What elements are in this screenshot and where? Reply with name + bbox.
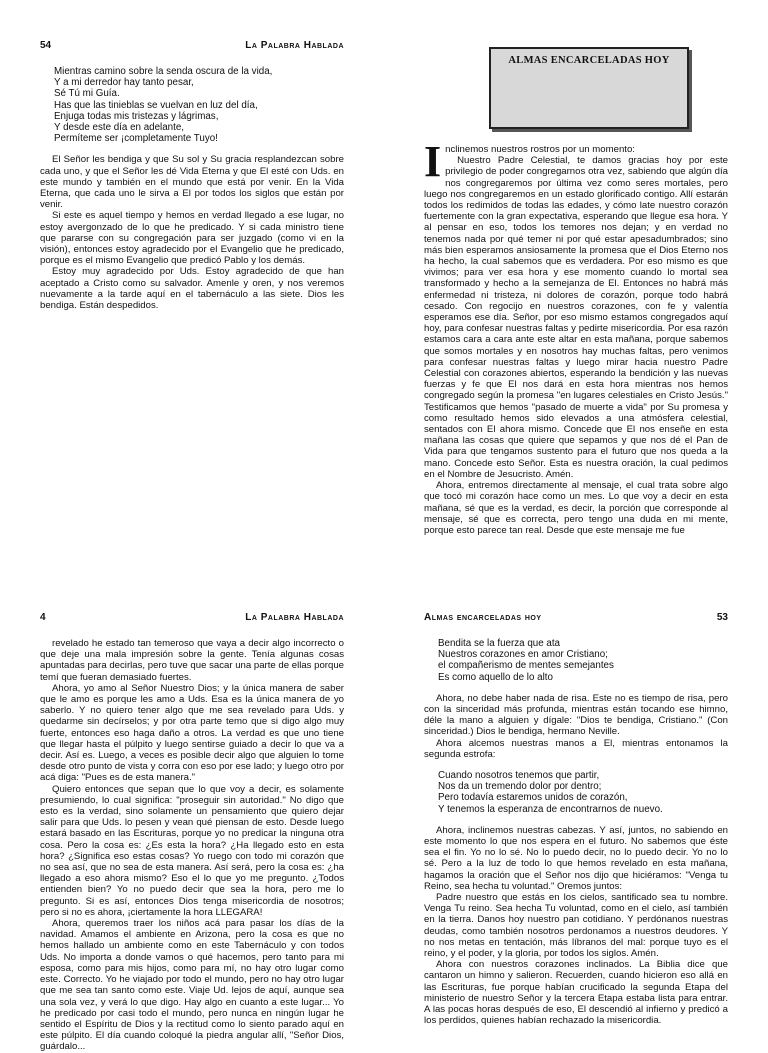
poem-line: Pero todavía estaremos unidos de corazón,: [438, 792, 628, 804]
page-4: [40, 612, 345, 1053]
poem-line: Es como aquello de lo alto: [438, 671, 553, 683]
chapter-title: ALMAS ENCARCELADAS HOY: [508, 55, 670, 66]
paragraph: Ahora, entremos directamente al mensaje, el cual trata sobre algo que tocó mi corazón hace como un mes. Lo que voy a decir en esta mañana, sé que es la verdad, es decir, la porción que corresponde al mensaje, sé que es correcta, pero tengo una duda en mi mente, porque esto parece tan real. Desde que este mensaje me fue: [424, 480, 728, 536]
first-line: nclinemos nuestros rostros por un momento:: [445, 144, 635, 155]
poem-line: Permíteme ser ¡completamente Tuyo!: [54, 133, 218, 145]
paragraph: Ahora, queremos traer los niños acá para pasar los días de la navidad. Amamos el ambiente en Arizona, pero la cosa es que no hemos hallado un ambiente como en este Tabernáculo y con todos Uds. No importa a donde vamos o qué hacemos, pero tanto para mi esposa, como para mis hijos, como para mí, no hay otro lugar como este. Correcto. Yo he viajado por todo el mundo, pero no hay otro lugar que me sea tan santo como este. Viaje Ud. lejos de aquí, aunque sea una sola vez, y verá lo que digo. Hay algo en cuanto a este lugar... Yo he predicado por casi todo el mundo, pero nunca en ningún lugar he sentido el Espíritu de Dios y la rectitud como lo siento parado aquí en este púlpito. El día cuando coloqué la piedra angular allí, "Señor Dios, guárdalo...: [40, 918, 344, 1053]
running-head: Almas encarceladas hoy: [424, 612, 542, 623]
poem-line: Sé Tú mi Guía.: [54, 88, 120, 100]
paragraph: revelado he estado tan temeroso que vaya a decir algo incorrecto o que deje una mala impresión sobre la gente. Tenía algunas cosas apuntadas para decirlas, pero tuve que sacar una parte de ellas porque temí que fueran demasiado fuertes.: [40, 638, 345, 683]
paragraphs: [40, 638, 344, 1053]
poem-line: Nuestros corazones en amor Cristiano;: [438, 649, 608, 661]
page-chapter-start: [424, 137, 728, 600]
opening-line: [424, 137, 728, 186]
page-header: [40, 612, 344, 628]
poem-line: Y tenemos la esperanza de encontrarnos de nuevo.: [438, 803, 663, 815]
page-number: 4: [40, 612, 46, 623]
page-body: [40, 638, 344, 1053]
poem-line: Mientras camino sobre la senda oscura de la vida,: [54, 66, 273, 77]
drop-cap: I: [424, 137, 442, 186]
page-body: [424, 638, 728, 1027]
poem-line: Nos da un tremendo dolor por dentro;: [438, 781, 602, 793]
paragraph: Estoy muy agradecido por Uds. Estoy agradecido de que han aceptado a Cristo como su salvador. Amenle y oren, y nos veremos nuevamente a la tarde aquí en el tabernáculo a las siete. Dios les bendiga. Están despedidos.: [40, 266, 344, 312]
paragraph: Ahora, yo amo al Señor Nuestro Dios; y la única manera de saber que le amo es porque les amo a Uds. Esa es la única manera de yo saberlo. Y no quiero tener algo que me sea revelado para Uds. y quedarme sin decírselos; y por otra parte temo que si digo algo muy fuerte, entonces eso haga daño a otros. La verdad es que uno tiene que llegar hasta el púlpito y luego sentirse guiado a decir lo que va a decir. Así es. Luego, a veces es posible decir algo que alguien lo tome desde otro punto de vista y corra con eso por ese lado; y luego otro por acá diga: "Pues es de esta manera.": [40, 682, 344, 784]
paragraphs: [424, 825, 728, 1027]
paragraphs: [424, 155, 728, 536]
poem-line: Has que las tinieblas se vuelvan en luz del día,: [54, 99, 258, 111]
paragraph: Nuestro Padre Celestial, te damos gracias hoy por este privilegio de poder congregarnos otra vez, sabiendo que algún día nos congregaremos por última vez como seres mortales, pero luego nos congregaremos en un estado glorificado contigo. Allí estarán todos los redimidos de todas las edades, y cómo late nuestro corazón fuertemente con la gran expectativa, esperando que llegue esa hora. Y al pensar en eso, todos los temores nos dejan; y en verdad no tenemos nada por qué temer ni por qué estar apesadumbrados; sino más bien esperamos ansiosamente la promesa que el Dios Eterno nos ha hecho, la cual sabemos que es verdadera. Por eso mismo es que vivimos; para ver esa hora y ese momento cuando lo mortal sea transformado y hecho a la semejanza de El. Entonces no habrá más enfermedad ni tristeza, ni dolores de corazón, porque todo habrá cesado. Con regocijo en nuestros corazones, con fe y valentía esperamos ese día. Señor, por eso mismo estamos congregados aquí hoy, para confesar nuestras faltas y pedirte misericordia. Por esa razón estamos cara a cara ante este altar en esta mañana, porque sabemos que somos mortales y en nosotros hay muchas faltas, pero venimos para confesar nuestras faltas y luego mirar hacia nuestro Padre Celestial con corazones abiertos, esperando la bendición y las nuevas fuerzas y fe que El nos dará en esta hora mientras nos hemos congregado según la promesa "en lugares celestiales en Cristo Jesús." Testificamos que hemos "pasado de muerte a vida" por Su promesa y como resultado hemos sido elevados a una atmósfera celestial, sentados con El ahora mismo. Concede que El nos enseñe en esta mañana las cosas que quiere que sepamos y que nos dé el Pan de Vida para que tengamos sustento para el futuro que nos queda a la mano. Concede esto Señor. Esta es nuestra oración, la cual pedimos en el Nombre de Jesucristo. Amén.: [424, 155, 728, 480]
poem-line: Enjuga todas mis tristezas y lágrimas,: [54, 110, 219, 122]
poem-line: el compañerismo de mentes semejantes: [438, 660, 614, 672]
running-head: La Palabra Hablada: [245, 40, 344, 51]
paragraph: Si este es aquel tiempo y hemos en verdad llegado a ese lugar, no estoy avergonzado de lo que he predicado. Y si cada ministro tiene que pararse con su congregación para ser juzgado (como vi en la visión), entonces estoy agradecido por el Evangelio que he predicado, porque es el mismo Evangelio que predicó Pablo y los demás.: [40, 210, 344, 267]
paragraph: Ahora, inclinemos nuestras cabezas. Y así, juntos, no sabiendo en este momento lo que nos espera en el futuro. No sabemos que éste sea el fin. Yo no lo sé. No lo puedo decir, no lo puedo decir. Yo no lo sé. Pero a la luz de todo lo que hemos revelado en esta mañana, hagamos la oración que el Señor nos dijo que hiciéramos: "Venga tu Reino, sea hecha tu voluntad." Oremos juntos:: [424, 824, 728, 892]
poem-line: Bendita se la fuerza que ata: [438, 638, 561, 649]
page-54: [40, 40, 344, 600]
page-header: [40, 40, 344, 56]
poem: [54, 66, 344, 144]
poem-stanza-1: [438, 638, 728, 683]
page-body: [40, 66, 344, 311]
poem-line: Y desde este día en adelante,: [54, 122, 185, 134]
paragraph: Quiero entonces que sepan que lo que voy a decir, es solamente presumiendo, lo cual significa: "proseguir sin autoridad." No digo que esto es la verdad, sino solamente un pensamiento que quiero dejar salir para que Uds. lo pesen y vean qué piensan de esto. Desde luego estará basado en las Escrituras, porque yo no predicar la ninguna otra cosa. Pero la cosa es: ¿Es esta la hora? ¿Ha llegado esto en esta hora? ¿Significa eso estas cosas? Yo ruego con todo mi corazón que no sea así, que no sea de esta manera. Así será, pero la cosa es: ¿ha llegado a eso ahora mismo? Eso el lo que yo me pregunto. ¿Todos entienden bien? Yo no puedo decir que sea la hora, pero me lo pregunto. Si es así, entonces Dios tenga misericordia de nosotros; pero si no es ahora, ¡ciertamente la hora LLEGARA!: [40, 783, 344, 918]
paragraph: El Señor les bendiga y que Su sol y Su gracia resplandezcan sobre cada uno, y que el Señor les dé Vida Eterna y que El esté con Uds. en este mundo y también en el mundo que está por venir. En la Vida Eterna, que cada uno le sirva a El por todos los siglos que están por venir.: [40, 154, 344, 211]
paragraph: Ahora, no debe haber nada de risa. Este no es tiempo de risa, pero con la sinceridad más profunda, mientras están tocando ese himno, déle la mano a alguien y dígale: "Dios te bendiga, Cristiano." (Con sinceridad.) Dios le bendiga, hermano Neville.: [424, 692, 728, 738]
paragraph: Ahora alcemos nuestras manos a El, mientras entonamos la segunda estrofa:: [424, 737, 728, 760]
page-number: 53: [716, 612, 728, 623]
poem-line: Cuando nosotros tenemos que partir,: [438, 770, 600, 782]
page-body: [424, 137, 728, 536]
page-53: [424, 612, 728, 1027]
page-number: 54: [40, 40, 52, 51]
paragraph: Padre nuestro que estás en los cielos, santificado sea tu nombre. Venga Tu reino. Sea hecha Tu voluntad, como en el cielo, así también en la tierra. Danos hoy nuestro pan cotidiano. Y perdónanos nuestras deudas, como también nosotros perdonamos a nuestros deudores. Y no nos metas en tentación, más líbranos del mal: porque tuyo es el reino, y el poder, y la gloria, por todos los siglos. Amén.: [424, 892, 728, 960]
running-head: La Palabra Hablada: [245, 612, 344, 623]
page-header: [424, 612, 728, 628]
paragraphs: [40, 154, 344, 311]
chapter-title-box: [489, 47, 689, 129]
paragraph: Ahora con nuestros corazones inclinados. La Biblia dice que cantaron un himno y salieron. Recuerden, cuando hicieron eso allá en las Escrituras, fue porque habían crucificado la segunda Etapa del ministerio de nuestro Señor y la tercera Etapa estaba lista para entrar. A las pocas horas después de eso, El descendió al infierno y predicó a los perdidos, quienes habían rechazado la misericordia.: [424, 959, 728, 1027]
poem-line: Y a mi derredor hay tanto pesar,: [54, 77, 194, 89]
poem-stanza-2: [438, 770, 728, 815]
